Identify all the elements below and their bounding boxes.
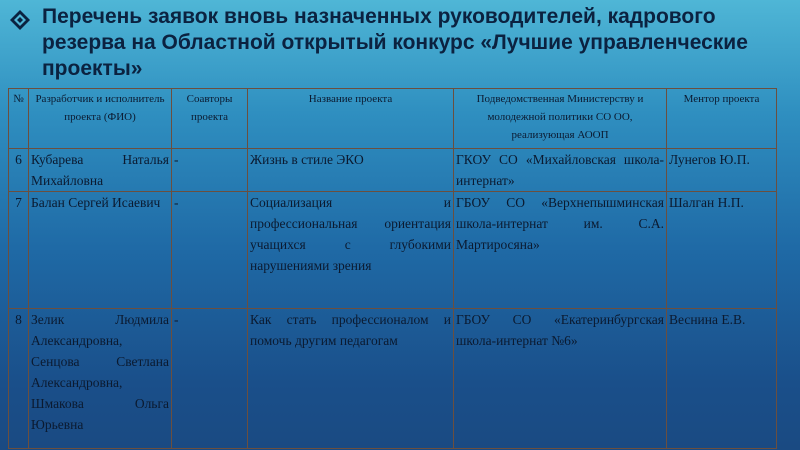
page-title: Перечень заявок вновь назначенных руководителей, кадрового резерва на Областной открытый конкурс «Лучшие управленческие проекты» [42, 5, 748, 80]
table-row [9, 149, 777, 192]
row-number: 7 [9, 192, 29, 309]
coauthors-cell: - [172, 309, 248, 449]
developer-cell: Балан Сергей Исаевич [29, 192, 172, 309]
project-cell: Жизнь в стиле ЭКО [248, 149, 454, 192]
project-cell: Как стать профессионалом и помочь другим педагогам [248, 309, 454, 449]
header-number: № [9, 89, 29, 149]
table-header-row [9, 89, 777, 149]
mentor-cell: Лунегов Ю.П. [667, 149, 777, 192]
organization-cell: ГБОУ СО «Екатеринбургская школа-интернат №6» [454, 309, 667, 449]
developer-cell: Кубарева Наталья Михайловна [29, 149, 172, 192]
coauthors-cell: - [172, 149, 248, 192]
header-coauthors: Соавторы проекта [172, 89, 248, 149]
project-cell: Социализация и профессиональная ориентация учащихся с глубокими нарушениями зрения [248, 192, 454, 309]
developer-cell: Зелик Людмила Александровна, Сенцова Светлана Александровна, Шмакова Ольга Юрьевна [29, 309, 172, 449]
row-number: 6 [9, 149, 29, 192]
table-row [9, 309, 777, 449]
slide-title [10, 4, 790, 82]
mentor-cell: Веснина Е.В. [667, 309, 777, 449]
mentor-cell: Шалган Н.П. [667, 192, 777, 309]
coauthors-cell: - [172, 192, 248, 309]
organization-cell: ГБОУ СО «Верхнепышминская школа-интернат им. С.А. Мартиросяна» [454, 192, 667, 309]
header-organization: Подведомственная Министерству и молодежной политики СО ОО, реализующая АООП [454, 89, 667, 149]
header-mentor: Ментор проекта [667, 89, 777, 149]
diamond-bullet-icon [10, 10, 30, 30]
header-project: Название проекта [248, 89, 454, 149]
row-number: 8 [9, 309, 29, 449]
header-developer: Разработчик и исполнитель проекта (ФИО) [29, 89, 172, 149]
table-row [9, 192, 777, 309]
applications-table [8, 88, 777, 449]
organization-cell: ГКОУ СО «Михайловская школа-интернат» [454, 149, 667, 192]
